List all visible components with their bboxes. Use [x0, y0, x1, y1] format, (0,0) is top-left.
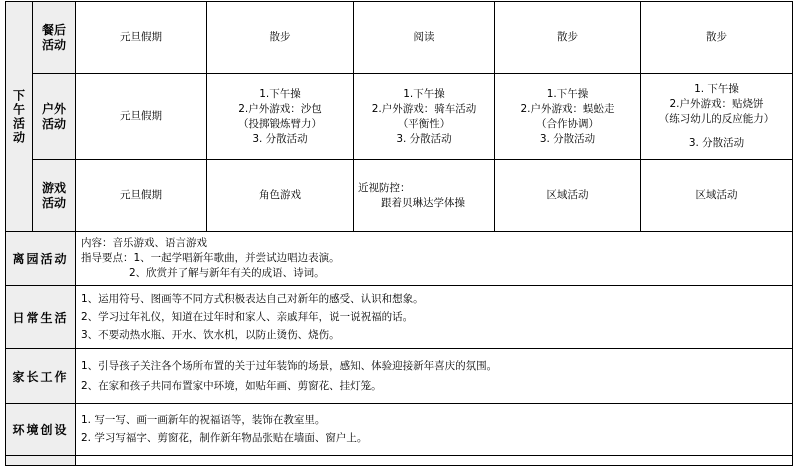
row-label-line: 活动 [41, 116, 66, 131]
cell-line: 元旦假期 [120, 110, 162, 122]
row-label-line: 游戏 [41, 180, 66, 195]
section-leaving [6, 232, 793, 286]
cell-line: 角色游戏 [259, 189, 301, 201]
row-label-line: 户外 [41, 101, 66, 116]
section-parent-work [6, 349, 793, 404]
content-line: 2. 学习写福字、剪窗花，制作新年物品张贴在墙面、窗户上。 [81, 432, 368, 444]
cell-line: 1. 下午操 [694, 83, 739, 95]
cell-after-meal-mon [76, 2, 207, 74]
row-game [6, 160, 793, 232]
cell-line: 阅读 [413, 31, 435, 43]
section-environment [6, 404, 793, 456]
section-content-parent-work [76, 349, 793, 404]
cell-outdoor-mon [76, 74, 207, 160]
cell-line: 散步 [557, 31, 578, 43]
cell-line: 2.户外游戏：骑车活动 [371, 102, 477, 115]
cell-line: 3. 分散活动 [252, 132, 308, 145]
afternoon-group-label-cell [6, 2, 33, 232]
cell-outdoor-thu [495, 74, 641, 160]
section-daily-life [6, 286, 793, 349]
cutoff-content-cell [76, 456, 793, 466]
row-label-after-meal [33, 2, 76, 74]
section-label-parent-work: 家长工作 [6, 349, 76, 404]
row-label-outdoor [33, 74, 76, 160]
cell-line: 区域活动 [695, 189, 738, 201]
section-label-daily-life: 日常生活 [6, 286, 76, 349]
cell-line: 3. 分散活动 [396, 132, 452, 145]
content-line: 2、在家和孩子共同布置家中环境，如贴年画、剪窗花、挂灯笼。 [81, 379, 382, 392]
cell-game-mon [76, 160, 207, 232]
cell-line: 1.下午操 [403, 87, 445, 100]
cell-line: 2.户外游戏：贴烧饼 [669, 98, 764, 110]
cell-outdoor-tue [207, 74, 354, 160]
section-label-environment: 环境创设 [6, 404, 76, 456]
cell-line: 区域活动 [546, 189, 589, 201]
cell-line: 1.下午操 [546, 87, 589, 100]
content-line: 1. 写一写、画一画新年的祝福语等，装饰在教室里。 [81, 414, 326, 426]
row-label-line: 活动 [41, 37, 66, 52]
cell-after-meal-fri [641, 2, 793, 74]
section-content-daily-life [76, 286, 793, 349]
row-cutoff [6, 456, 793, 466]
cell-line: 1.下午操 [259, 87, 301, 100]
cell-line: 跟着贝琳达学体操 [381, 196, 465, 209]
cell-line: 3. 分散活动 [688, 137, 745, 149]
afternoon-group-label: 下午活动 [11, 88, 26, 145]
section-label-leaving: 离园活动 [6, 232, 76, 286]
cell-after-meal-wed [354, 2, 495, 74]
cell-game-thu [495, 160, 641, 232]
row-label-line: 餐后 [41, 22, 66, 37]
schedule-table [5, 1, 793, 466]
content-line: 内容：音乐游戏、语言游戏 [81, 237, 207, 249]
cell-line: 散步 [269, 31, 291, 43]
cell-line: （合作协调） [536, 117, 599, 130]
content-line: 3、不要动热水瓶、开水、饮水机，以防止烫伤、烧伤。 [81, 328, 340, 341]
cell-game-tue [207, 160, 354, 232]
cell-line: 2.户外游戏：沙包 [238, 102, 322, 115]
cell-line: 元旦假期 [120, 189, 162, 201]
section-content-leaving [76, 232, 793, 286]
content-line: 2、欣赏并了解与新年有关的成语、诗词。 [129, 267, 325, 279]
row-after-meal [6, 2, 793, 74]
cell-after-meal-thu [495, 2, 641, 74]
content-line: 1、引导孩子关注各个场所布置的关于过年装饰的场景，感知、体验迎接新年喜庆的氛围。 [81, 359, 498, 372]
cell-line: （练习幼儿的反应能力） [658, 113, 775, 125]
cell-after-meal-tue [207, 2, 354, 74]
cutoff-label-cell [6, 456, 76, 466]
cell-line: （平衡性） [397, 117, 451, 130]
row-label-game [33, 160, 76, 232]
content-line: 指导要点：1、一起学唱新年歌曲，并尝试边唱边表演。 [81, 252, 340, 264]
row-outdoor [6, 74, 793, 160]
cell-game-wed [354, 160, 495, 232]
cell-line: 3. 分散活动 [539, 132, 596, 145]
cell-outdoor-fri [641, 74, 793, 160]
row-label-line: 活动 [41, 195, 66, 210]
content-line: 1、运用符号、图画等不同方式积极表达自己对新年的感受、认识和想象。 [81, 292, 424, 305]
content-line: 2、学习过年礼仪，知道在过年时和家人、亲戚拜年，说一说祝福的话。 [81, 310, 414, 323]
cell-line: 散步 [706, 31, 727, 43]
cell-line: 近视防控： [358, 181, 411, 194]
section-content-environment [76, 404, 793, 456]
cell-outdoor-wed [354, 74, 495, 160]
cell-line: 元旦假期 [120, 31, 162, 43]
cell-line: 2.户外游戏：蜈蚣走 [520, 102, 615, 115]
cell-game-fri [641, 160, 793, 232]
cell-line: （投掷锻炼臂力） [238, 117, 322, 130]
